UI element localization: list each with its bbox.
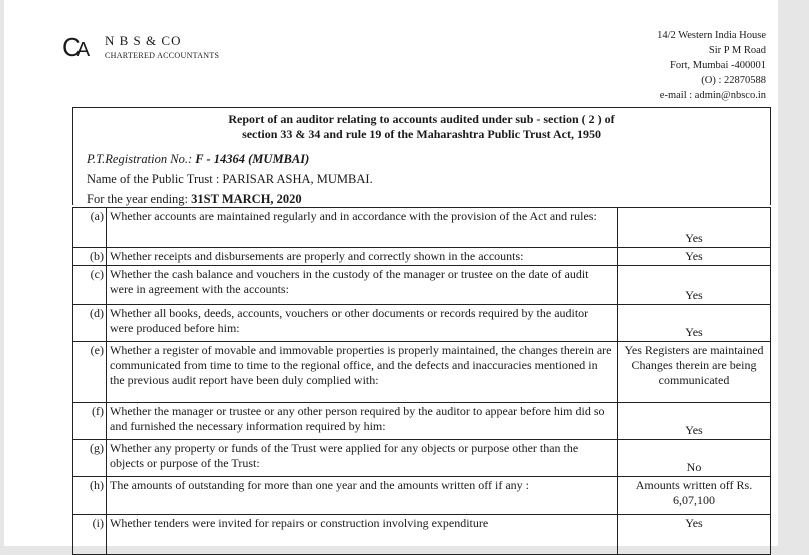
table-row (73, 403, 771, 440)
trust-name (87, 172, 373, 187)
report-title (73, 112, 770, 142)
row-label: (g) (73, 440, 107, 477)
trust-name-label: Name of the Public Trust : (87, 172, 223, 186)
registration-label: P.T.Registration No.: (87, 152, 196, 166)
year-label: For the year ending: (87, 192, 192, 206)
table-row (73, 208, 771, 248)
table-row (73, 440, 771, 477)
row-answer: Yes (618, 515, 771, 555)
row-label: (i) (73, 515, 107, 555)
table-row (73, 477, 771, 515)
table-row (73, 266, 771, 305)
row-question: Whether accounts are maintained regularly and in accordance with the provision of the Act and rules: (107, 208, 618, 248)
table-row (73, 342, 771, 403)
address-line: Fort, Mumbai -400001 (670, 60, 766, 71)
table-row (73, 305, 771, 342)
firm-name: N B S & CO (105, 33, 182, 48)
row-question: Whether a register of movable and immovable properties is properly maintained, the changes therein are communicated from time to time to the regional office, and the defects and inaccuracies mentioned in the previous audit report have been duly complied with: (107, 342, 618, 403)
table-row (73, 248, 771, 266)
title-line: section 33 & 34 and rule 19 of the Maharashtra Public Trust Act, 1950 (242, 127, 601, 141)
address-line: e-mail : admin@nbsco.in (659, 90, 766, 101)
row-label: (a) (73, 208, 107, 248)
row-label: (d) (73, 305, 107, 342)
firm-address (657, 28, 766, 103)
row-answer: Yes (618, 403, 771, 440)
row-question: The amounts of outstanding for more than one year and the amounts written off if any : (107, 477, 618, 515)
row-answer: Amounts written off Rs. 6,07,100 (618, 477, 771, 515)
trust-name-value: PARISAR ASHA, MUMBAI. (222, 172, 373, 186)
year-value: 31ST MARCH, 2020 (191, 192, 302, 206)
ca-logo: CA (62, 32, 87, 62)
registration-value: F - 14364 (MUMBAI) (195, 152, 310, 166)
row-question: Whether receipts and disbursements are properly and correctly shown in the accounts: (107, 248, 618, 266)
audit-questions-table (72, 207, 771, 555)
row-answer: Yes Registers are maintained Changes therein are being communicated (618, 342, 771, 403)
title-line: Report of an auditor relating to accounts audited under sub - section ( 2 ) of (228, 112, 615, 126)
row-label: (b) (73, 248, 107, 266)
row-question: Whether any property or funds of the Trust were applied for any objects or purpose other than the objects or purpose of the Trust: (107, 440, 618, 477)
row-question: Whether the manager or trustee or any other person required by the auditor to appear before him did so and furnished the necessary information required by him: (107, 403, 618, 440)
address-line: (O) : 22870588 (701, 75, 766, 86)
row-question: Whether all books, deeds, accounts, vouchers or other documents or records required by the auditor were produced before him: (107, 305, 618, 342)
row-label: (f) (73, 403, 107, 440)
row-answer: No (618, 440, 771, 477)
row-label: (c) (73, 266, 107, 305)
row-question: Whether tenders were invited for repairs or construction involving expenditure (107, 515, 618, 555)
address-line: 14/2 Western India House (657, 30, 766, 41)
registration-no (87, 152, 309, 167)
row-question: Whether the cash balance and vouchers in the custody of the manager or trustee on the date of audit were in agreement with the accounts: (107, 266, 618, 305)
document-page (4, 0, 778, 546)
report-header-box (72, 107, 771, 205)
row-label: (h) (73, 477, 107, 515)
row-label: (e) (73, 342, 107, 403)
year-ending (87, 192, 302, 207)
row-answer: Yes (618, 305, 771, 342)
table-row (73, 515, 771, 555)
row-answer: Yes (618, 208, 771, 248)
address-line: Sir P M Road (708, 45, 766, 56)
firm-subtitle: CHARTERED ACCOUNTANTS (105, 51, 220, 60)
row-answer: Yes (618, 248, 771, 266)
row-answer: Yes (618, 266, 771, 305)
